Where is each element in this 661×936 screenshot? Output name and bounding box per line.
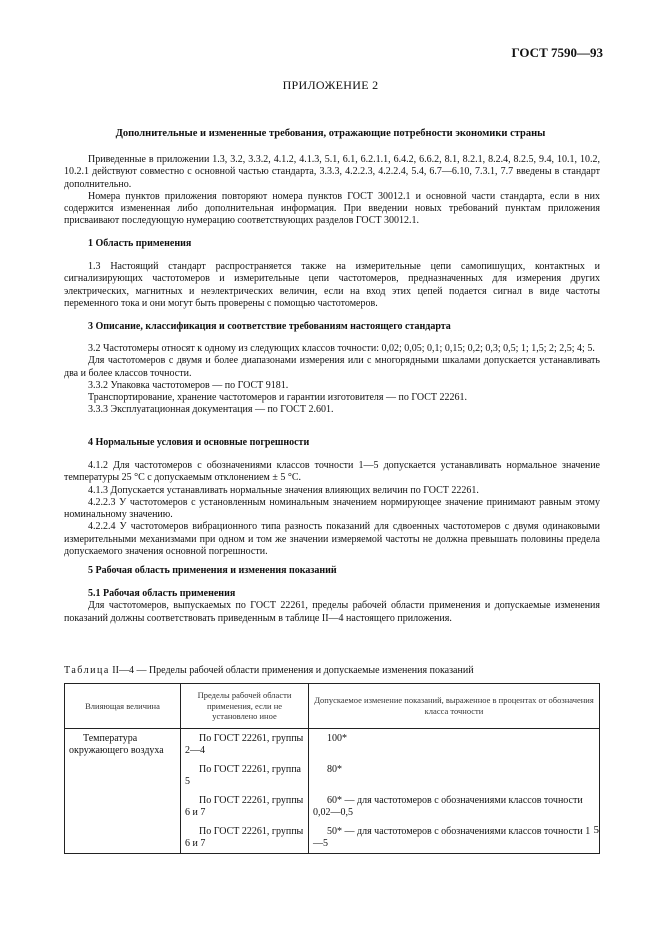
subsection-heading: 5.1 Рабочая область применения	[88, 588, 236, 599]
limit-cell: По ГОСТ 22261, группы 6 и 7	[181, 791, 309, 822]
change-cell: 100*	[309, 728, 600, 760]
table-caption-label: Таблица	[64, 665, 110, 676]
section-heading: 3 Описание, классификация и соответствие требованиям настоящего стандарта	[88, 321, 451, 332]
section-heading: 1 Область применения	[88, 238, 192, 249]
paragraph: 4.1.2 Для частотомеров с обозначениями классов точности 1—5 допускается устанавливать нормальное значение температуры 25 °С с допускаемым отклонением ± 5 °С.	[64, 460, 600, 484]
section-4-body	[64, 460, 600, 558]
table-header-row	[65, 684, 600, 729]
table-header-cell: Пределы рабочей области применения, если не установлено иное	[181, 684, 309, 729]
table-header-cell: Допускаемое изменение показаний, выраженное в процентах от обозначения класса точности	[309, 684, 600, 729]
section-5-body	[64, 588, 600, 625]
change-cell: 50* — для частотомеров с обозначениями классов точности 1—5	[309, 822, 600, 854]
limit-cell: По ГОСТ 22261, группа 5	[181, 760, 309, 791]
table-row	[65, 728, 600, 760]
paragraph: 4.2.2.3 У частотомеров с установленным номинальным значением нормирующее значение принимают равным этому номинальному значению.	[64, 496, 600, 521]
section-3-body	[64, 343, 600, 417]
paragraph: Для частотомеров с двумя и более диапазонами измерения или с многорядными шкалами допускается устанавливать два и более классов точности.	[64, 355, 600, 379]
intro-paragraph: Приведенные в приложении 1.3, 3.2, 3.3.2, 4.1.2, 4.1.3, 5.1, 6.1, 6.2.1.1, 6.4.2, 6.6.2, 8.1, 8.2.1, 8.2.4, 8.2.5, 9.4, 10.1, 10.2, 10.2.1 действуют совместно с основной частью стандарта, 3.3.3, 4.2.2.3, 4.2.2.4, 5.4, 6.7—6.10, 7.3.1, 7.7 введены в стандарт дополнительно.	[64, 154, 600, 190]
paragraph: Транспортирование, хранение частотомеров и гарантии изготовителя — по ГОСТ 22261.	[88, 392, 467, 404]
influence-quantity-cell: Температура окружающего воздуха	[65, 728, 181, 853]
limit-cell: По ГОСТ 22261, группы 6 и 7	[181, 822, 309, 854]
section-1-body	[64, 261, 600, 310]
intro-block	[64, 154, 600, 228]
document-code-header: ГОСТ 7590—93	[511, 45, 603, 60]
change-cell: 60* — для частотомеров с обозначениями классов точности 0,02—0,5	[309, 791, 600, 822]
section-heading: 5 Рабочая область применения и изменения показаний	[88, 565, 337, 576]
appendix-title: ПРИЛОЖЕНИЕ 2	[282, 78, 379, 92]
section-heading: 4 Нормальные условия и основные погрешности	[88, 437, 310, 448]
paragraph: 4.2.2.4 У частотомеров вибрационного типа разность показаний для сдвоенных частотомеров с двумя одинаковыми измерительными механизмами при одном и том же значении измеряемой частоты не должна превышать половины предела допускаемого значения основной погрешности.	[64, 521, 600, 558]
paragraph: 3.3.3 Эксплуатационная документация — по ГОСТ 2.601.	[88, 404, 334, 416]
change-cell: 80*	[309, 760, 600, 791]
intro-paragraph: Номера пунктов приложения повторяют номера пунктов ГОСТ 30012.1 и основной части стандарта, если в них содержится измененная либо дополнительная информация. При введении новых требований пунктам приложения присваивают последующую нумерацию соответствующих разделов ГОСТ 30012.1.	[64, 190, 600, 227]
paragraph: 3.3.2 Упаковка частотомеров — по ГОСТ 9181.	[88, 379, 289, 391]
table-header-cell: Влияющая величина	[65, 684, 181, 729]
table-caption	[64, 665, 474, 676]
page-number: 5	[593, 824, 599, 836]
paragraph: Для частотомеров, выпускаемых по ГОСТ 22261, пределы рабочей области применения и допускаемые изменения показаний должны соответствовать приведенным в таблице II—4 настоящего приложения.	[64, 600, 600, 624]
limit-cell: По ГОСТ 22261, группы 2—4	[181, 728, 309, 760]
paragraph: 4.1.3 Допускается устанавливать нормальные значения влияющих величин по ГОСТ 22261.	[88, 484, 479, 496]
table-caption-text: II—4 — Пределы рабочей области применения и допускаемые изменения показаний	[109, 665, 474, 676]
limits-table	[64, 683, 600, 854]
paragraph: 1.3 Настоящий стандарт распространяется также на измерительные цепи самопишущих, контактных и сигнализирующих частотомеров и измерительные цепи частотомеров, предназначенных для измерения других электрических, магнитных и неэлектрических величин, если на вход этих цепей подается сигнал в виде частоты переменного тока и они могут быть проверены с помощью частотомеров.	[64, 261, 600, 309]
paragraph: 3.2 Частотомеры относят к одному из следующих классов точности: 0,02; 0,05; 0,1; 0,15; 0,2; 0,3; 0,5; 1; 1,5; 2; 2,5; 4; 5.	[88, 343, 595, 354]
main-title: Дополнительные и измененные требования, отражающие потребности экономики страны	[115, 128, 546, 139]
